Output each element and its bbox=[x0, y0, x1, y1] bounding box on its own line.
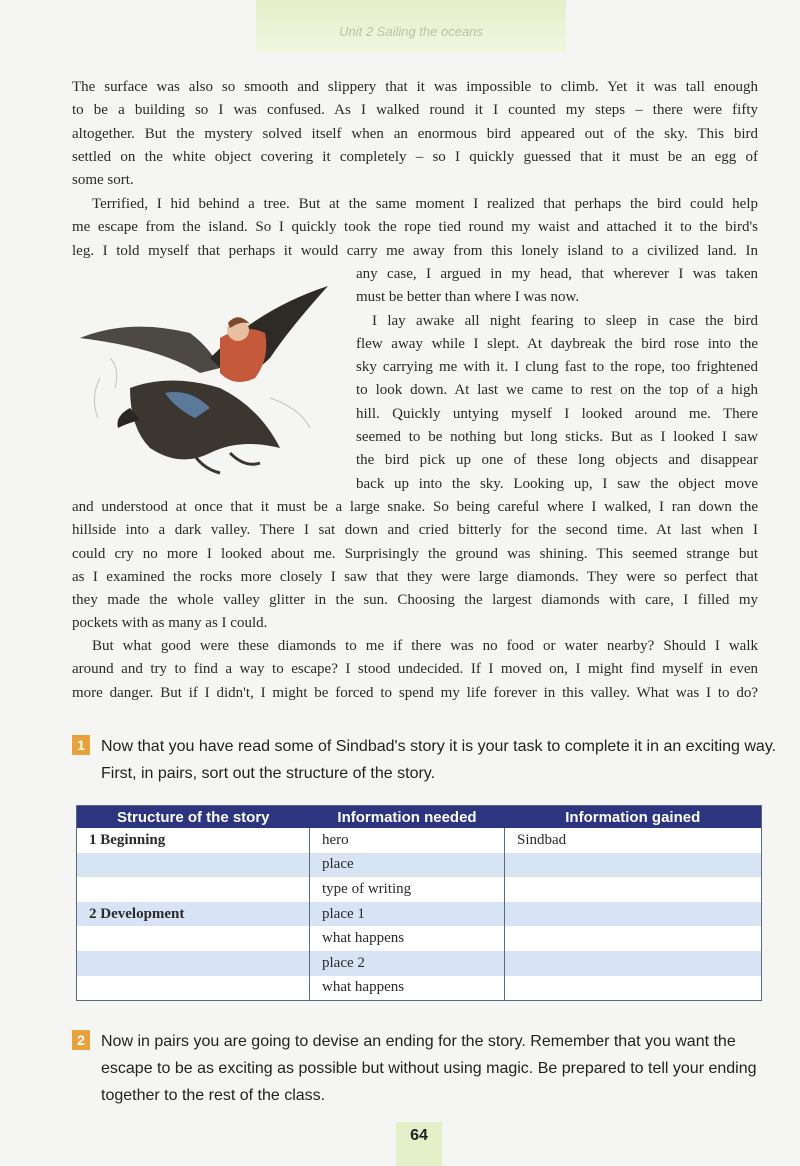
text-line: settled on the white object covering it completely – so I quickly guessed that it must be an egg of bbox=[72, 148, 758, 165]
text-line: Terrified, I hid behind a tree. But at the same moment I realized that perhaps the bird could help bbox=[92, 196, 758, 212]
paragraph-2 bbox=[72, 193, 758, 263]
column-header: Information gained bbox=[505, 806, 762, 829]
text-line: back up into the sky. Looking up, I saw the object move bbox=[356, 475, 758, 492]
story-structure-table bbox=[76, 805, 762, 1001]
text-line: seemed to be nothing but long sticks. But as I looked I saw bbox=[356, 429, 758, 446]
table-cell bbox=[505, 926, 762, 951]
task-text: Now in pairs you are going to devise an ending for the story. Remember that you want the escape to be as exciting as possible but without using magic. Be prepared to tell your ending together to the rest of the class. bbox=[101, 1033, 757, 1104]
paragraph-4 bbox=[72, 635, 758, 705]
text-line: and understood at once that it must be a large snake. So being careful where I walked, I ran down the bbox=[72, 499, 758, 515]
table-cell: type of writing bbox=[310, 877, 505, 902]
table-cell bbox=[77, 976, 310, 1001]
text-line: could cry no more I looked about me. Surprisingly the ground was shining. This seemed strange but bbox=[72, 545, 758, 562]
text-line: altogether. But the mystery solved itself when an enormous bird appeared out of the sky. This bird bbox=[72, 125, 758, 142]
table-cell bbox=[77, 951, 310, 976]
table-cell: what happens bbox=[310, 976, 505, 1001]
table-cell: place 2 bbox=[310, 951, 505, 976]
table-cell: 2 Development bbox=[77, 902, 310, 927]
column-header: Structure of the story bbox=[77, 806, 310, 829]
table-row bbox=[77, 926, 762, 951]
text-line: I lay awake all night fearing to sleep in case the bird bbox=[372, 312, 758, 329]
task-number-badge: 1 bbox=[72, 735, 90, 755]
table-row bbox=[77, 828, 762, 853]
text-line: as I examined the rocks more closely I saw that they were large diamonds. They were so perfect that bbox=[72, 568, 758, 585]
table-row bbox=[77, 902, 762, 927]
text-line: pockets with as many as I could. bbox=[72, 615, 268, 632]
table-cell bbox=[505, 951, 762, 976]
column-header: Information needed bbox=[310, 806, 505, 829]
table-cell: what happens bbox=[310, 926, 505, 951]
text-line: hill. Quickly untying myself I looked around me. There bbox=[356, 405, 758, 422]
text-line: The surface was also so smooth and slippery that it was impossible to climb. Yet it was tall enough bbox=[72, 79, 758, 95]
table-row bbox=[77, 976, 762, 1001]
text-line: must be better than where I was now. bbox=[356, 289, 580, 306]
table-row bbox=[77, 853, 762, 878]
paragraph-1 bbox=[72, 76, 758, 192]
paragraph-3 bbox=[72, 496, 758, 636]
text-line: more danger. But if I didn't, I might be forced to spend my life forever in this valley. What was I to do? bbox=[72, 684, 758, 701]
table-cell bbox=[77, 877, 310, 902]
text-line: flew away while I slept. At daybreak the bird rose into the bbox=[356, 335, 758, 352]
text-line: they made the whole valley glitter in the sun. Choosing the largest diamonds with care, I filled my bbox=[72, 592, 758, 609]
text-line: leg. I told myself that perhaps it would carry me away from this lonely island to a civilized land. In bbox=[72, 242, 758, 259]
task-text: Now that you have read some of Sindbad's story it is your task to complete it in an exciting way. First, in pairs, sort out the structure of the story. bbox=[101, 738, 777, 782]
table-cell: 1 Beginning bbox=[77, 828, 310, 853]
table-cell bbox=[77, 926, 310, 951]
table-cell bbox=[505, 902, 762, 927]
text-line: to look down. At last we came to rest on the top of a high bbox=[356, 382, 758, 399]
task-number-badge: 2 bbox=[72, 1030, 90, 1050]
text-line: sky carrying me with it. I clung fast to the rope, too frightened bbox=[356, 359, 758, 376]
text-line: the bird pick up one of these long objects and disappear bbox=[356, 452, 758, 469]
wrapped-text-column bbox=[356, 263, 758, 496]
text-line: to be a building so I was confused. As I walked round it I counted my steps – there were fifty bbox=[72, 102, 758, 119]
table-cell bbox=[505, 853, 762, 878]
table-cell bbox=[505, 976, 762, 1001]
unit-title: Unit 2 Sailing the oceans bbox=[339, 24, 483, 39]
table-row bbox=[77, 877, 762, 902]
table-cell: place bbox=[310, 853, 505, 878]
text-line: some sort. bbox=[72, 172, 134, 189]
table-cell bbox=[505, 877, 762, 902]
text-line: hillside into a dark valley. There I sat down and cried bitterly for the second time. At last when I bbox=[72, 522, 758, 539]
table-row bbox=[77, 951, 762, 976]
table-cell: Sindbad bbox=[505, 828, 762, 853]
text-line: But what good were these diamonds to me if there was no food or water nearby? Should I walk bbox=[92, 638, 758, 654]
table-cell: place 1 bbox=[310, 902, 505, 927]
table-cell bbox=[77, 853, 310, 878]
task-1 bbox=[72, 733, 777, 782]
table-header-row bbox=[77, 806, 762, 829]
text-line: around and try to find a way to escape? I stood undecided. If I moved on, I might find myself in even bbox=[72, 661, 758, 678]
page-number: 64 bbox=[410, 1127, 428, 1144]
text-line: any case, I argued in my head, that wherever I was taken bbox=[356, 266, 758, 282]
text-line: me escape from the island. So I quickly took the rope tied round my waist and attached it to the bird's bbox=[72, 219, 758, 236]
table-cell: hero bbox=[310, 828, 505, 853]
bird-carrying-sindbad-illustration bbox=[70, 278, 338, 484]
task-2 bbox=[72, 1028, 772, 1104]
